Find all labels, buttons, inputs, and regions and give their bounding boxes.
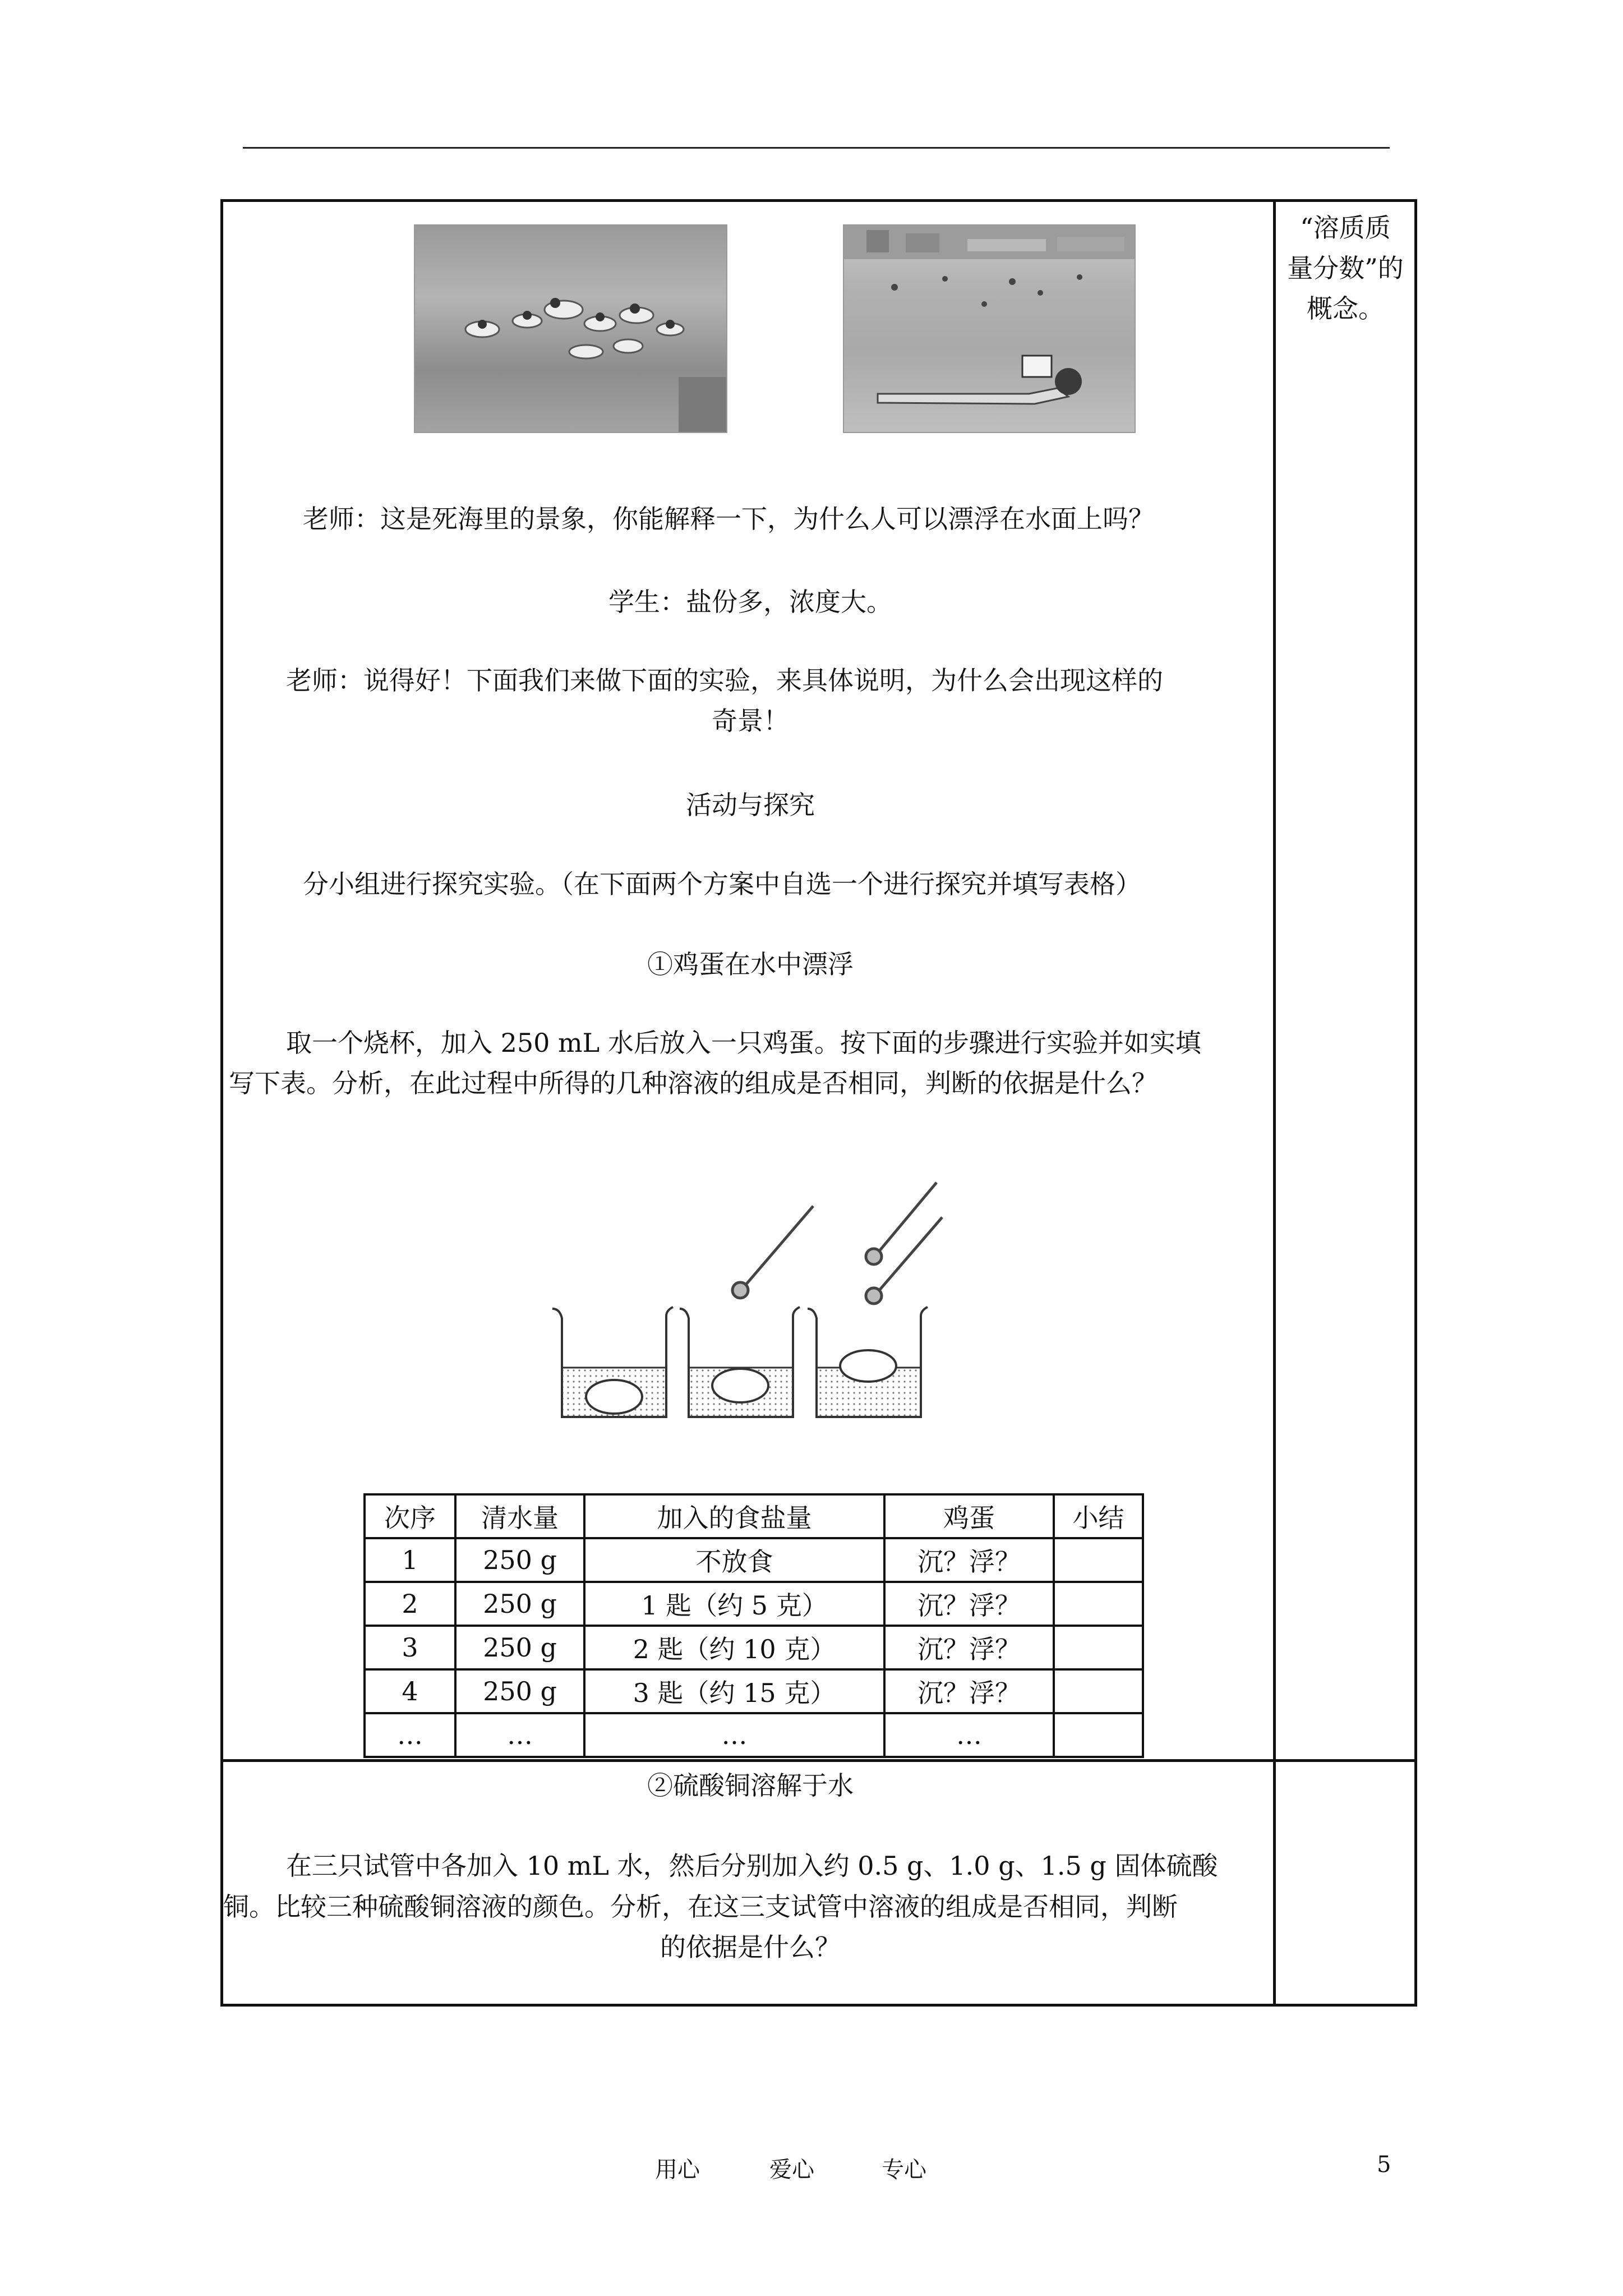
table-cell: 2 匙（约 10 克） [584, 1626, 884, 1669]
table-cell: 250 g [455, 1626, 584, 1669]
table-cell [1054, 1582, 1143, 1626]
table-cell: 2 [365, 1582, 455, 1626]
footer-word-2: 爱心 [769, 2157, 814, 2183]
floating-reader-illustration [844, 226, 1135, 432]
header-cell: 次序 [365, 1494, 455, 1538]
plan1-text-line2: 写下表。分析，在此过程中所得的几种溶液的组成是否相同，判断的依据是什么？ [229, 1068, 1158, 1098]
table-cell [1054, 1669, 1143, 1713]
table-header-row [365, 1494, 1143, 1538]
footer-word-3: 专心 [882, 2157, 926, 2183]
teacher-response-line2: 奇景！ [712, 706, 789, 736]
table-cell: … [584, 1713, 884, 1757]
table-row [365, 1582, 1143, 1626]
table-cell [1054, 1713, 1143, 1757]
side-note-line: 量分数”的 [1287, 253, 1404, 283]
salt-spoon-2 [866, 1182, 937, 1264]
header-cell: 加入的食盐量 [584, 1494, 884, 1538]
plan2-title: ②硫酸铜溶解于水 [647, 1770, 854, 1801]
header-cell: 小结 [1054, 1494, 1143, 1538]
salt-spoon-1 [732, 1206, 813, 1298]
table-cell: 4 [365, 1669, 455, 1713]
table-cell: 1 [365, 1538, 455, 1582]
table-row [365, 1626, 1143, 1669]
header-rule [243, 147, 1390, 149]
activity-title: 活动与探究 [686, 790, 815, 820]
table-cell: 沉？浮？ [884, 1538, 1054, 1582]
table-cell: 3 匙（约 15 克） [584, 1669, 884, 1713]
beaker-3 [808, 1307, 928, 1417]
beaker-experiment-diagram [550, 1178, 953, 1430]
table-cell: 250 g [455, 1669, 584, 1713]
egg-salt-table [363, 1493, 1144, 1758]
plan2-text-line2: 铜。比较三种硫酸铜溶液的颜色。分析，在这三支试管中溶液的组成是否相同，判断 [223, 1892, 1178, 1922]
table-cell: … [455, 1713, 584, 1757]
table-cell: 250 g [455, 1582, 584, 1626]
beaker-1 [552, 1307, 673, 1417]
table-row [365, 1538, 1143, 1582]
table-cell: 不放食 [584, 1538, 884, 1582]
row-divider [220, 1759, 1417, 1762]
table-row [365, 1669, 1143, 1713]
table-cell: 1 匙（约 5 克） [584, 1582, 884, 1626]
side-note-line: “溶质质 [1300, 213, 1391, 243]
table-row [365, 1713, 1143, 1757]
beaker-2 [680, 1307, 800, 1417]
plan2-text-line1: 在三只试管中各加入 10 mL 水，然后分别加入约 0.5 g、1.0 g、1.5 g 固体硫酸 [286, 1851, 1218, 1881]
column-divider [1273, 199, 1276, 2007]
table-cell: 沉？浮？ [884, 1582, 1054, 1626]
table-cell [1054, 1538, 1143, 1582]
page-number: 5 [1377, 2152, 1391, 2178]
swimmers-illustration [415, 226, 726, 432]
dead-sea-photo-swimmers [414, 224, 727, 433]
footer-word-1: 用心 [655, 2157, 700, 2183]
table-cell: 250 g [455, 1538, 584, 1582]
header-cell: 鸡蛋 [884, 1494, 1054, 1538]
table-cell: … [365, 1713, 455, 1757]
header-cell: 清水量 [455, 1494, 584, 1538]
table-cell [1054, 1626, 1143, 1669]
plan1-text-line1: 取一个烧杯，加入 250 mL 水后放入一只鸡蛋。按下面的步骤进行实验并如实填 [286, 1028, 1201, 1058]
teacher-response-line1: 老师：说得好！下面我们来做下面的实验，来具体说明，为什么会出现这样的 [286, 665, 1163, 696]
side-note [1281, 208, 1409, 329]
dead-sea-photo-floating-reader [843, 224, 1136, 433]
table-cell: 3 [365, 1626, 455, 1669]
group-instruction: 分小组进行探究实验。（在下面两个方案中自选一个进行探究并填写表格） [303, 869, 1141, 899]
student-answer: 学生：盐份多，浓度大。 [608, 587, 892, 617]
plan2-text-line3: 的依据是什么？ [660, 1932, 841, 1962]
table-cell: 沉？浮？ [884, 1626, 1054, 1669]
table-cell: 沉？浮？ [884, 1669, 1054, 1713]
side-note-line: 概念。 [1307, 293, 1384, 324]
teacher-question: 老师：这是死海里的景象，你能解释一下，为什么人可以漂浮在水面上吗？ [303, 504, 1154, 534]
plan1-title: ①鸡蛋在水中漂浮 [647, 949, 854, 979]
table-cell: … [884, 1713, 1054, 1757]
